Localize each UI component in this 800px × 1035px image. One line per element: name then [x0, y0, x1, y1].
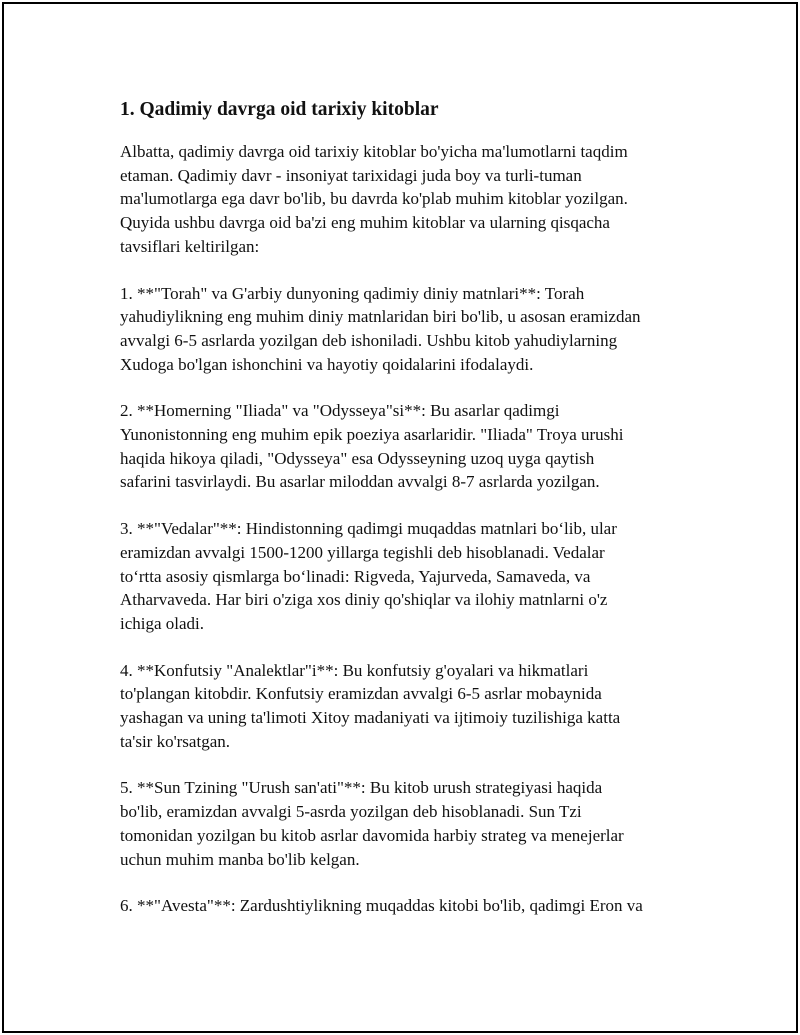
text-line: etaman. Qadimiy davr - insoniyat tarixidagi juda boy va turli-tuman [120, 165, 582, 185]
paragraph [120, 894, 700, 918]
text-line: haqida hikoya qiladi, "Odysseya" esa Odysseyning uzoq uyga qaytish [120, 448, 595, 468]
text-line: 5. **Sun Tzining "Urush san'ati"**: Bu kitob urush strategiyasi haqida [120, 778, 603, 798]
text-line: tomonidan yozilgan bu kitob asrlar davomida harbiy strateg va menejerlar [120, 825, 624, 845]
text-line: bo'lib, eramizdan avvalgi 5-asrda yozilgan deb hisoblanadi. Sun Tzi [120, 802, 582, 822]
text-line: to‘rtta asosiy qismlarga bo‘linadi: Rigveda, Yajurveda, Samaveda, va [120, 566, 591, 586]
document-title: 1. Qadimiy davrga oid tarixiy kitoblar [120, 99, 439, 120]
text-line: Xudoga bo'lgan ishonchini va hayotiy qoidalarini ifodalaydi. [120, 354, 534, 374]
text-line: ichiga oladi. [120, 613, 205, 633]
text-line: 4. **Konfutsiy "Analektlar"i**: Bu konfutsiy g'oyalari va hikmatlari [120, 660, 589, 680]
text-line: 1. **"Torah" va G'arbiy dunyoning qadimiy diniy matnlari**: Torah [120, 283, 585, 303]
paragraph [120, 659, 700, 754]
paragraph [120, 399, 700, 494]
text-line: eramizdan avvalgi 1500-1200 yillarga tegishli deb hisoblanadi. Vedalar [120, 542, 605, 562]
text-line: Quyida ushbu davrga oid ba'zi eng muhim kitoblar va ularning qisqacha [120, 213, 610, 233]
text-line: ma'lumotlarga ega davr bo'lib, bu davrda ko'plab muhim kitoblar yozilgan. [120, 189, 628, 209]
text-line: safarini tasvirlaydi. Bu asarlar miloddan avvalgi 8-7 asrlarda yozilgan. [120, 472, 600, 492]
text-line: Albatta, qadimiy davrga oid tarixiy kitoblar bo'yicha ma'lumotlarni taqdim [120, 142, 628, 161]
text-line: 6. **"Avesta"**: Zardushtiylikning muqaddas kitobi bo'lib, qadimgi Eron va [120, 896, 643, 916]
paragraph [120, 140, 700, 259]
text-line: 3. **"Vedalar"**: Hindistonning qadimgi muqaddas matnlari bo‘lib, ular [120, 519, 617, 539]
text-line: ta'sir ko'rsatgan. [120, 731, 230, 751]
text-line: tavsiflari keltirilgan: [120, 236, 260, 256]
paragraph [120, 282, 700, 377]
text-line: yashagan va uning ta'limoti Xitoy madaniyati va ijtimoiy tuzilishiga katta [120, 708, 621, 728]
document-page [2, 2, 798, 1033]
text-line: 2. **Homerning "Iliada" va "Odysseya"si**: Bu asarlar qadimgi [120, 401, 560, 421]
paragraph-list [120, 140, 700, 918]
text-line: to'plangan kitobdir. Konfutsiy eramizdan avvalgi 6-5 asrlar mobaynida [120, 684, 602, 704]
text-line: Yunonistonning eng muhim epik poeziya asarlaridir. "Iliada" Troya urushi [120, 425, 624, 445]
text-line: Atharvaveda. Har biri o'ziga xos diniy qo'shiqlar va ilohiy matnlarni o'z [120, 590, 608, 610]
text-line: uchun muhim manba bo'lib kelgan. [120, 849, 360, 869]
paragraph [120, 517, 700, 636]
document-content [120, 94, 700, 941]
text-line: avvalgi 6-5 asrlarda yozilgan deb ishoniladi. Ushbu kitob yahudiylarning [120, 330, 618, 350]
text-line: yahudiylikning eng muhim diniy matnlaridan biri bo'lib, u asosan eramizdan [120, 307, 641, 327]
paragraph [120, 776, 700, 871]
